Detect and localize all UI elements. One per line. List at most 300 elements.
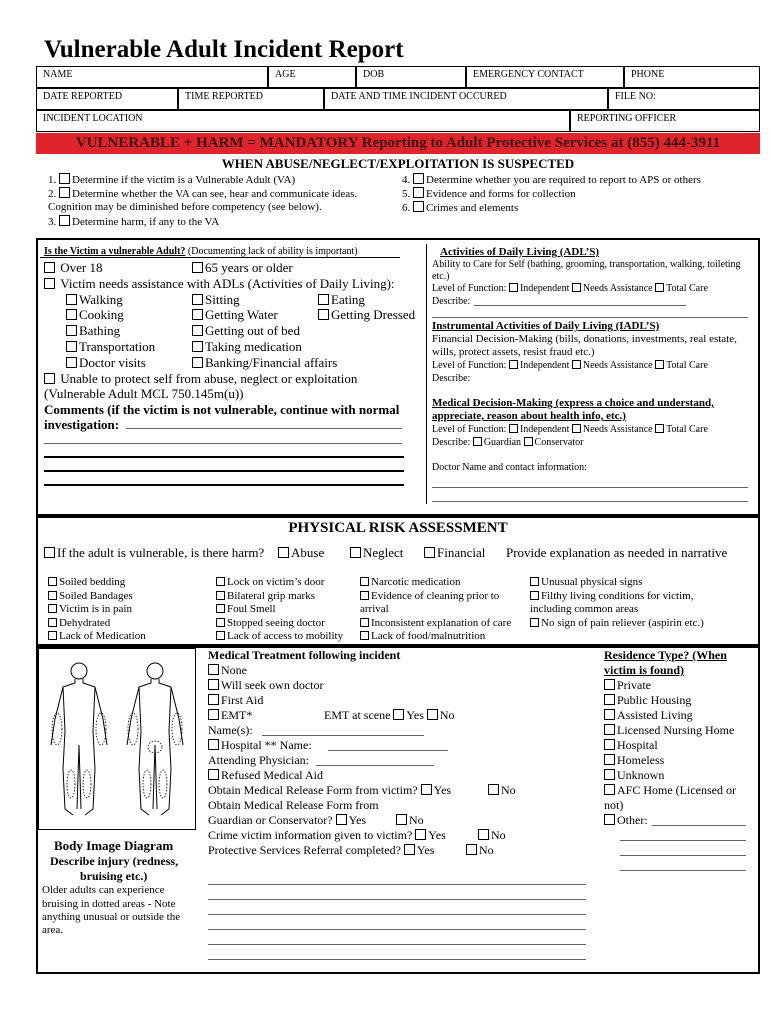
name-label: NAME xyxy=(43,69,73,80)
doctor-line[interactable] xyxy=(432,501,748,502)
checkbox[interactable] xyxy=(466,844,477,855)
no-label: No xyxy=(491,828,506,842)
checkbox[interactable] xyxy=(216,618,225,627)
emt-scene-label: EMT at scene xyxy=(324,708,391,722)
option-label: Needs Assistance xyxy=(582,424,653,435)
checkbox[interactable] xyxy=(192,309,203,320)
risk-cleaning[interactable] xyxy=(360,590,499,602)
checkbox[interactable] xyxy=(427,709,438,720)
checkbox[interactable] xyxy=(44,278,55,289)
checkbox[interactable] xyxy=(604,694,615,705)
option-label: Soiled bedding xyxy=(59,576,126,588)
md-describe-row xyxy=(432,437,583,448)
option-label: Inconsistent explanation of care xyxy=(371,617,512,629)
step-1 xyxy=(48,173,295,186)
residence-hospital[interactable] xyxy=(604,738,658,753)
unable-protect-option[interactable] xyxy=(44,371,357,387)
step-label: Determine harm, if any to the VA xyxy=(72,216,220,228)
checkbox[interactable] xyxy=(604,784,615,795)
checkbox[interactable] xyxy=(360,618,369,627)
option-label: Victim needs assistance with ADLs (Activities of Daily Living): xyxy=(60,276,395,291)
narrative-line[interactable] xyxy=(208,884,586,885)
residence-heading-2: victim is found) xyxy=(604,663,685,677)
release-question: Obtain Medical Release Form from victim? xyxy=(208,783,418,797)
checkbox[interactable] xyxy=(216,604,225,613)
option-label: Foul Smell xyxy=(227,603,276,615)
walking-option[interactable] xyxy=(66,292,123,308)
checkbox[interactable] xyxy=(530,618,539,627)
checkbox[interactable] xyxy=(413,173,424,184)
checkbox[interactable] xyxy=(216,631,225,640)
checkbox[interactable] xyxy=(655,360,664,369)
checkbox[interactable] xyxy=(278,547,289,558)
medical-refused[interactable] xyxy=(208,768,323,783)
risk-filthy[interactable] xyxy=(530,590,693,602)
question-label: Is the Victim a vulnerable Adult? xyxy=(44,246,186,257)
checkbox[interactable] xyxy=(478,829,489,840)
emergency-contact-field[interactable] xyxy=(466,66,624,88)
comments-label: Comments (if the victim is not vulnerable, continue with normal xyxy=(44,402,400,417)
reporting-officer-field[interactable] xyxy=(570,110,760,132)
risk-victim-pain[interactable] xyxy=(48,603,132,615)
risk-mobility[interactable] xyxy=(216,630,343,642)
option-label: Lock on victim’s door xyxy=(227,576,325,588)
referral-question: Protective Services Referral completed? xyxy=(208,843,401,857)
narrative-line[interactable] xyxy=(208,944,586,945)
attending-physician-label: Attending Physician: xyxy=(208,753,309,767)
checkbox[interactable] xyxy=(604,709,615,720)
getting-dressed-option[interactable] xyxy=(318,307,415,323)
comments-line[interactable] xyxy=(44,470,404,472)
narrative-line[interactable] xyxy=(208,959,586,960)
option-label: Other: xyxy=(617,813,648,827)
checkbox[interactable] xyxy=(488,784,499,795)
name-field[interactable] xyxy=(36,66,268,88)
body-diagram-icon xyxy=(39,649,195,829)
risk-dehydrated[interactable] xyxy=(48,617,110,629)
adl-describe: Describe: xyxy=(432,296,471,307)
risk-grip-marks[interactable] xyxy=(216,590,315,602)
option-label: AFC Home (Licensed or xyxy=(617,783,736,797)
risk-inconsistent[interactable] xyxy=(360,617,511,629)
option-label: Getting out of bed xyxy=(205,323,300,338)
residence-heading: Residence Type? (When xyxy=(604,648,727,662)
describe-line[interactable] xyxy=(432,317,748,318)
risk-no-pain-reliever[interactable] xyxy=(530,617,704,629)
iadl-heading: Instrumental Activities of Daily Living (IADL’S) xyxy=(432,320,660,332)
checkbox[interactable] xyxy=(604,754,615,765)
checkbox[interactable] xyxy=(66,294,77,305)
body-diagram-title: Body Image Diagram xyxy=(54,838,174,853)
reporting-officer-label: REPORTING OFFICER xyxy=(577,113,677,124)
checkbox[interactable] xyxy=(473,437,482,446)
checkbox[interactable] xyxy=(360,631,369,640)
checkbox[interactable] xyxy=(66,357,77,368)
residence-homeless[interactable] xyxy=(604,753,664,768)
iadl-desc: Financial Decision-Making (bills, donations, investments, real estate, xyxy=(432,333,737,345)
crime-info-no[interactable] xyxy=(478,828,506,843)
guardian-row xyxy=(208,813,366,828)
release-from-label: Obtain Medical Release Form from xyxy=(208,798,379,812)
option-label: Cooking xyxy=(79,307,124,322)
adl-ability: Ability to Care for Self (bathing, grooming, transportation, walking, toileting xyxy=(432,259,741,270)
medical-decision-heading: Medical Decision-Making (express a choice and understand, xyxy=(432,397,714,409)
incident-location-field[interactable] xyxy=(36,110,570,132)
body-diagram-box[interactable] xyxy=(38,648,196,830)
option-label: Private xyxy=(617,678,651,692)
checkbox[interactable] xyxy=(208,709,219,720)
doctor-contact-label: Doctor Name and contact information: xyxy=(432,462,587,473)
age-field[interactable] xyxy=(268,66,356,88)
body-diagram-sub-2: bruising etc.) xyxy=(80,869,148,883)
option-label: Neglect xyxy=(363,545,404,560)
checkbox[interactable] xyxy=(360,577,369,586)
residence-afc-home[interactable] xyxy=(604,783,736,798)
bathing-option[interactable] xyxy=(66,323,120,339)
option-label: No sign of pain reliever (aspirin etc.) xyxy=(541,617,704,629)
checkbox[interactable] xyxy=(424,547,435,558)
checkbox[interactable] xyxy=(59,187,70,198)
iadl-level-row xyxy=(432,360,708,371)
residence-assisted-living[interactable] xyxy=(604,708,693,723)
date-reported-label: DATE REPORTED xyxy=(43,91,123,102)
checkbox[interactable] xyxy=(192,262,203,273)
getting-water-option[interactable] xyxy=(192,307,278,323)
risk-lock-door[interactable] xyxy=(216,576,324,588)
option-label: Doctor visits xyxy=(79,355,146,370)
option-label: Filthy living conditions for victim, xyxy=(541,590,694,602)
checkbox[interactable] xyxy=(604,679,615,690)
checkbox[interactable] xyxy=(192,294,203,305)
physical-risk-heading: PHYSICAL RISK ASSESSMENT xyxy=(288,520,508,536)
checkbox[interactable] xyxy=(396,814,407,825)
yes-label: Yes xyxy=(406,708,424,722)
risk-lack-medication[interactable] xyxy=(48,630,146,642)
option-label: 65 years or older xyxy=(205,260,293,275)
narrative-line[interactable] xyxy=(208,899,586,900)
cognition-note: Cognition may be diminished before competency (see below). xyxy=(48,201,322,213)
option-label: Walking xyxy=(79,292,123,307)
file-no-field[interactable] xyxy=(608,88,760,110)
checkbox[interactable] xyxy=(59,215,70,226)
checkbox[interactable] xyxy=(421,784,432,795)
checkbox[interactable] xyxy=(66,325,77,336)
no-label: No xyxy=(409,813,424,827)
attending-line[interactable] xyxy=(316,765,434,766)
adl-ability-2: etc.) xyxy=(432,271,450,282)
comments-line[interactable] xyxy=(44,484,404,486)
option-label: Homeless xyxy=(617,753,665,767)
checkbox[interactable] xyxy=(48,577,57,586)
option-label: Guardian xyxy=(483,437,522,448)
checkbox[interactable] xyxy=(524,437,533,446)
option-label: Soiled Bandages xyxy=(59,590,133,602)
option-label: Taking medication xyxy=(205,339,302,354)
checkbox[interactable] xyxy=(208,694,219,705)
doctor-visits-option[interactable] xyxy=(66,355,146,371)
checkbox[interactable] xyxy=(415,829,426,840)
narrative-line[interactable] xyxy=(208,914,586,915)
checkbox[interactable] xyxy=(192,341,203,352)
over-18-option[interactable] xyxy=(44,260,103,276)
checkbox[interactable] xyxy=(509,360,518,369)
checkbox[interactable] xyxy=(66,341,77,352)
emt-at-scene-row xyxy=(324,708,455,723)
checkbox[interactable] xyxy=(404,844,415,855)
option-label: Independent xyxy=(519,360,570,371)
step-number: 2. xyxy=(48,188,57,200)
neglect-option[interactable] xyxy=(350,545,403,561)
body-note-2: bruising in dotted areas - Note xyxy=(42,898,176,910)
checkbox[interactable] xyxy=(208,679,219,690)
checkbox[interactable] xyxy=(66,309,77,320)
checkbox[interactable] xyxy=(655,283,664,292)
checkbox[interactable] xyxy=(530,591,539,600)
checkbox[interactable] xyxy=(208,664,219,675)
checkbox[interactable] xyxy=(192,357,203,368)
option-label: Hospital ** Name: xyxy=(221,738,312,752)
crime-info-question: Crime victim information given to victim? xyxy=(208,828,413,842)
step-label: Determine if the victim is a Vulnerable Adult (VA) xyxy=(72,174,296,186)
guardian-question: Guardian or Conservator? xyxy=(208,813,333,827)
checkbox[interactable] xyxy=(216,577,225,586)
step-number: 1. xyxy=(48,174,57,186)
checkbox[interactable] xyxy=(208,769,219,780)
yes-label: Yes xyxy=(428,828,446,842)
option-label: Total Care xyxy=(666,283,708,294)
step-4 xyxy=(402,173,701,186)
cooking-option[interactable] xyxy=(66,307,124,323)
checkbox[interactable] xyxy=(318,309,329,320)
crime-info-row xyxy=(208,828,446,843)
time-reported-label: TIME REPORTED xyxy=(185,91,264,102)
incident-datetime-field[interactable] xyxy=(324,88,608,110)
risk-stopped-doctor[interactable] xyxy=(216,617,325,629)
checkbox[interactable] xyxy=(350,547,361,558)
checkbox[interactable] xyxy=(48,591,57,600)
option-label: Transportation xyxy=(79,339,156,354)
option-label: Abuse xyxy=(291,545,325,560)
checkbox[interactable] xyxy=(48,631,57,640)
checkbox[interactable] xyxy=(192,325,203,336)
option-label: EMT* xyxy=(221,708,253,722)
option-label: Evidence of cleaning prior to xyxy=(371,590,500,602)
iadl-describe: Describe: xyxy=(432,373,471,384)
step-3 xyxy=(48,215,219,228)
checkbox[interactable] xyxy=(216,591,225,600)
checkbox[interactable] xyxy=(530,577,539,586)
option-label: Unusual physical signs xyxy=(541,576,643,588)
names-label: Name(s): xyxy=(208,723,253,737)
banking-option[interactable] xyxy=(192,355,337,371)
risk-soiled-bedding[interactable] xyxy=(48,576,125,588)
no-label: No xyxy=(439,708,455,722)
option-label: Conservator xyxy=(534,437,584,448)
checkbox[interactable] xyxy=(44,547,55,558)
file-no-label: FILE NO: xyxy=(615,91,656,102)
checkbox[interactable] xyxy=(604,814,615,825)
phone-label: PHONE xyxy=(631,69,665,80)
comments-line[interactable] xyxy=(126,428,402,429)
step-2 xyxy=(48,187,357,200)
checkbox[interactable] xyxy=(48,618,57,627)
medical-heading: Medical Treatment following incident xyxy=(208,648,401,662)
level-label: Level of Function: xyxy=(432,283,507,294)
option-label: Independent xyxy=(519,424,570,435)
option-label: Assisted Living xyxy=(617,708,693,722)
referral-no[interactable] xyxy=(466,843,494,858)
no-label: No xyxy=(479,843,494,857)
time-reported-field[interactable] xyxy=(178,88,324,110)
harm-question-row xyxy=(44,545,264,561)
checkbox[interactable] xyxy=(604,769,615,780)
over-65-option[interactable] xyxy=(192,260,293,276)
financial-option[interactable] xyxy=(424,545,485,561)
no-label: No xyxy=(501,783,516,797)
other-line[interactable] xyxy=(620,870,746,871)
medical-first-aid[interactable] xyxy=(208,693,263,708)
other-line[interactable] xyxy=(620,840,746,841)
option-label: Narcotic medication xyxy=(371,576,461,588)
checkbox[interactable] xyxy=(318,294,329,305)
step-number: 5. xyxy=(402,188,411,200)
checkbox[interactable] xyxy=(336,814,347,825)
describe-line[interactable] xyxy=(474,305,686,306)
medical-none[interactable] xyxy=(208,663,247,678)
checkbox[interactable] xyxy=(572,424,581,433)
option-label: Lack of food/malnutrition xyxy=(371,630,486,642)
risk-unusual-signs[interactable] xyxy=(530,576,642,588)
referral-row xyxy=(208,843,434,858)
residence-unknown[interactable] xyxy=(604,768,664,783)
risk-narcotic[interactable] xyxy=(360,576,461,588)
option-label: Total Care xyxy=(666,360,708,371)
comments-line[interactable] xyxy=(44,443,402,444)
step-5 xyxy=(402,187,576,200)
level-label: Level of Function: xyxy=(432,360,507,371)
yes-label: Yes xyxy=(433,783,452,797)
residence-afc-home-2: not) xyxy=(604,798,624,812)
residence-other[interactable] xyxy=(604,813,648,828)
question-note: (Documenting lack of ability is important) xyxy=(185,246,358,257)
option-label: Public Housing xyxy=(617,693,692,707)
residence-private[interactable] xyxy=(604,678,651,693)
medical-seek-doctor[interactable] xyxy=(208,678,324,693)
option-label: Unable to protect self from abuse, neglect or exploitation xyxy=(60,371,358,386)
body-note: Older adults can experience xyxy=(42,884,165,896)
eating-option[interactable] xyxy=(318,292,365,308)
option-label: Will seek own doctor xyxy=(221,678,324,692)
checkbox[interactable] xyxy=(572,283,581,292)
option-label: Needs Assistance xyxy=(582,360,653,371)
comments-line[interactable] xyxy=(44,456,404,458)
option-label: Banking/Financial affairs xyxy=(205,355,338,370)
checkbox[interactable] xyxy=(48,604,57,613)
doctor-line[interactable] xyxy=(432,487,748,488)
needs-adl-option[interactable] xyxy=(44,276,395,292)
option-label: Victim is in pain xyxy=(59,603,132,615)
option-label: Needs Assistance xyxy=(582,283,653,294)
step-number: 3. xyxy=(48,216,57,228)
medical-hospital[interactable] xyxy=(208,738,312,753)
option-label: Over 18 xyxy=(60,260,103,275)
risk-foul-smell[interactable] xyxy=(216,603,276,615)
body-note-4: area. xyxy=(42,924,64,936)
option-label: Financial xyxy=(437,545,486,560)
risk-cleaning-2: arrival xyxy=(360,603,389,615)
checkbox[interactable] xyxy=(604,724,615,735)
body-diagram-sub: Describe injury (redness, xyxy=(50,854,179,868)
comments-label-2: investigation: xyxy=(44,417,120,432)
checkbox[interactable] xyxy=(44,373,55,384)
other-line[interactable] xyxy=(652,825,746,826)
checkbox[interactable] xyxy=(509,283,518,292)
step-label: Crimes and elements xyxy=(426,202,519,214)
harm-question: If the adult is vulnerable, is there harm? xyxy=(57,545,265,560)
checkbox[interactable] xyxy=(393,709,404,720)
abuse-option[interactable] xyxy=(278,545,324,561)
residence-public-housing[interactable] xyxy=(604,693,691,708)
incident-location-label: INCIDENT LOCATION xyxy=(43,113,143,124)
option-label: Total Care xyxy=(666,424,708,435)
other-line[interactable] xyxy=(620,855,746,856)
hospital-name-line[interactable] xyxy=(328,750,448,751)
checkbox[interactable] xyxy=(572,360,581,369)
risk-malnutrition[interactable] xyxy=(360,630,485,642)
yes-label: Yes xyxy=(348,813,367,827)
guardian-no[interactable] xyxy=(396,813,424,828)
transportation-option[interactable] xyxy=(66,339,155,355)
narrative-line[interactable] xyxy=(208,929,586,930)
medical-decision-heading-2: appreciate, reason about health info, etc.) xyxy=(432,410,626,422)
checkbox[interactable] xyxy=(59,173,70,184)
option-label: Bathing xyxy=(79,323,121,338)
adl-heading: Activities of Daily Living (ADL’S) xyxy=(440,246,600,258)
risk-soiled-bandages[interactable] xyxy=(48,590,133,602)
checkbox[interactable] xyxy=(360,591,369,600)
step-label: Evidence and forms for collection xyxy=(426,188,576,200)
emergency-contact-label: EMERGENCY CONTACT xyxy=(473,69,584,80)
explain-note: Provide explanation as needed in narrative xyxy=(506,545,728,560)
option-label: None xyxy=(221,663,247,677)
getting-out-of-bed-option[interactable] xyxy=(192,323,300,339)
checkbox[interactable] xyxy=(413,187,424,198)
medical-emt[interactable] xyxy=(208,708,252,723)
names-line[interactable] xyxy=(262,735,424,736)
sitting-option[interactable] xyxy=(192,292,240,308)
option-label: Refused Medical Aid xyxy=(221,768,323,782)
option-label: Lack of access to mobility xyxy=(227,630,344,642)
section-divider xyxy=(426,244,427,504)
checkbox[interactable] xyxy=(208,739,219,750)
phone-field[interactable] xyxy=(624,66,760,88)
option-label: Lack of Medication xyxy=(59,630,146,642)
residence-nursing-home[interactable] xyxy=(604,723,734,738)
date-reported-field[interactable] xyxy=(36,88,178,110)
checkbox[interactable] xyxy=(604,739,615,750)
checkbox[interactable] xyxy=(44,262,55,273)
taking-medication-option[interactable] xyxy=(192,339,302,355)
checkbox[interactable] xyxy=(509,424,518,433)
adl-level-row xyxy=(432,283,708,294)
mandatory-reporting-banner: VULNERABLE + HARM = MANDATORY Reporting to Adult Protective Services at (855) 444-3911 xyxy=(36,133,760,154)
release-victim-no[interactable] xyxy=(488,783,516,798)
dob-field[interactable] xyxy=(356,66,466,88)
checkbox[interactable] xyxy=(655,424,664,433)
level-label: Level of Function: xyxy=(432,424,507,435)
checkbox[interactable] xyxy=(413,201,424,212)
page-title: Vulnerable Adult Incident Report xyxy=(44,36,404,63)
